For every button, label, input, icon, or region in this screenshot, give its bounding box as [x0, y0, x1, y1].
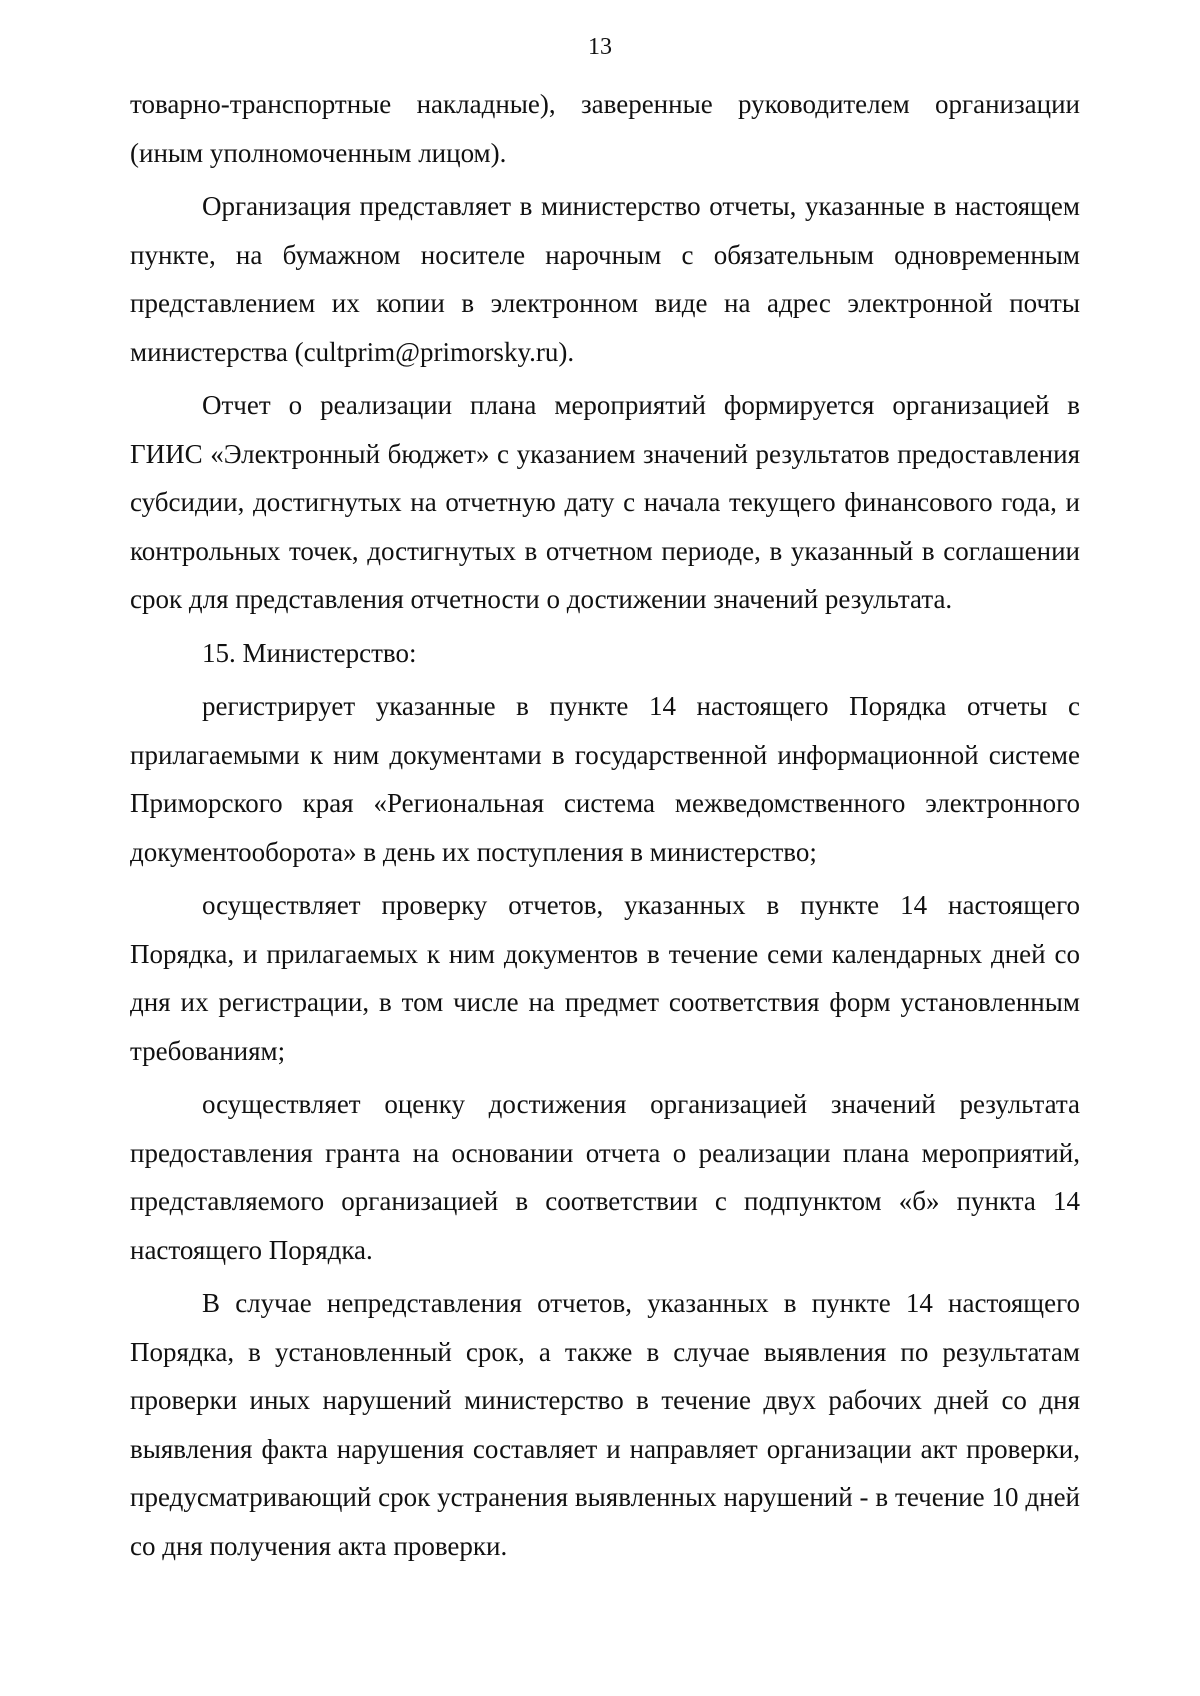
- paragraph-4: регистрирует указанные в пункте 14 настоящего Порядка отчеты с прилагаемыми к ним документами в государственной информационной системе Приморского края «Региональная система межведомственного электронного документооборота» в день их поступления в министерство;: [130, 691, 1080, 867]
- paragraph-5: осуществляет проверку отчетов, указанных в пункте 14 настоящего Порядка, и прилагаемых к ним документов в течение семи календарных дней со дня их регистрации, в том числе на предмет соответствия форм установленным требованиям;: [130, 890, 1080, 1066]
- paragraph-6: осуществляет оценку достижения организацией значений результата предоставления гранта на основании отчета о реализации плана мероприятий, представляемого организацией в соответствии с подпунктом «б» пункта 14 настоящего Порядка.: [130, 1089, 1080, 1265]
- document-body: [130, 80, 1080, 1575]
- page-number: 13: [588, 34, 612, 60]
- paragraph-2: Организация представляет в министерство отчеты, указанные в настоящем пункте, на бумажном носителе нарочным с обязательным одновременным представлением их копии в электронном виде на адрес электронной почты министерства (cultprim@primorsky.ru).: [130, 191, 1080, 367]
- section-heading-15: 15. Министерство:: [202, 637, 417, 668]
- paragraph-1: товарно-транспортные накладные), заверенные руководителем организации (иным уполномоченным лицом).: [130, 89, 1080, 168]
- paragraph-7: В случае непредставления отчетов, указанных в пункте 14 настоящего Порядка, в установленный срок, а также в случае выявления по результатам проверки иных нарушений министерство в течение двух рабочих дней со дня выявления факта нарушения составляет и направляет организации акт проверки, предусматривающий срок устранения выявленных нарушений - в течение 10 дней со дня получения акта проверки.: [130, 1288, 1080, 1561]
- paragraph-3: Отчет о реализации плана мероприятий формируется организацией в ГИИС «Электронный бюджет» с указанием значений результатов предоставления субсидии, достигнутых на отчетную дату с начала текущего финансового года, и контрольных точек, достигнутых в отчетном периоде, в указанный в соглашении срок для представления отчетности о достижении значений результата.: [130, 390, 1080, 614]
